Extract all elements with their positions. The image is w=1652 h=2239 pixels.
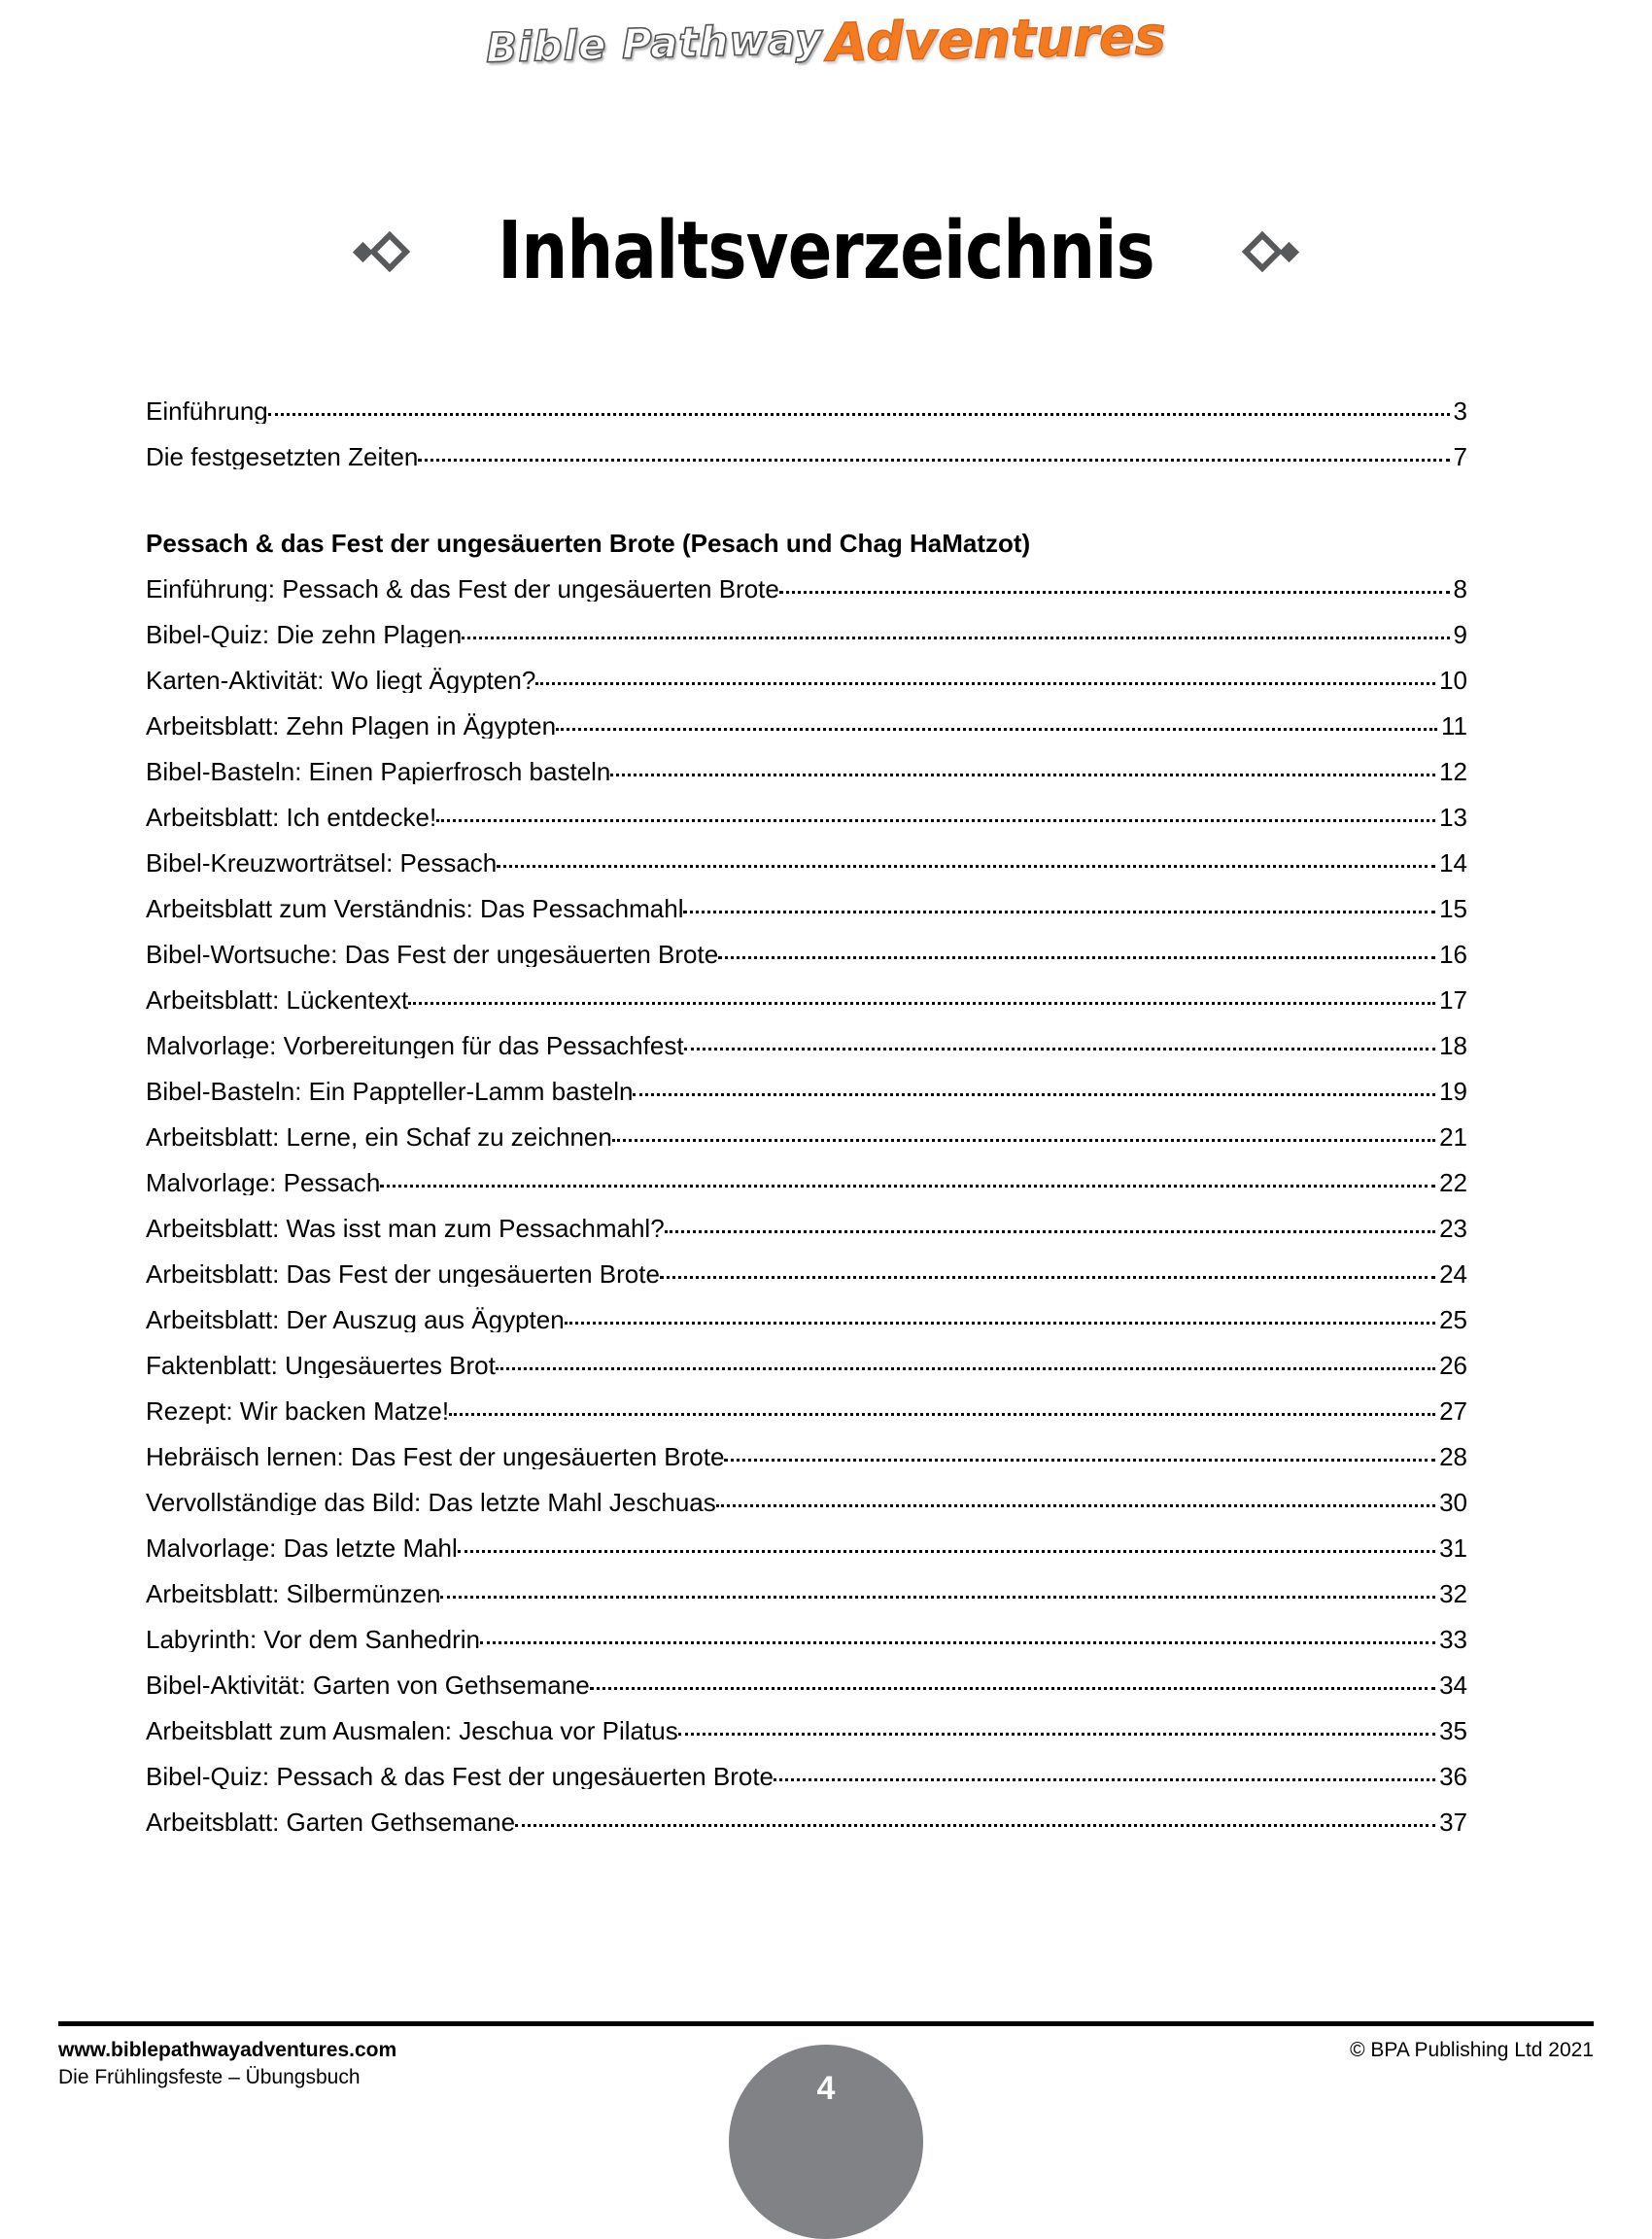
toc-leader-dots <box>724 1458 1435 1462</box>
toc-leader-dots <box>683 910 1435 913</box>
toc-entry[interactable] <box>146 1124 1467 1170</box>
toc-leader-dots <box>497 864 1435 868</box>
toc-entry-page: 11 <box>1441 711 1467 741</box>
table-of-contents <box>146 398 1467 1855</box>
toc-entry[interactable] <box>146 668 1467 713</box>
toc-entry-label: Arbeitsblatt: Silbermünzen <box>146 1581 441 1606</box>
toc-entry[interactable] <box>146 1809 1467 1855</box>
logo-line-adventures: Adventures <box>826 5 1167 74</box>
toc-leader-dots <box>480 1640 1435 1644</box>
toc-entry-page: 23 <box>1439 1214 1467 1243</box>
toc-entry-page: 7 <box>1453 442 1467 471</box>
toc-leader-dots <box>612 1138 1435 1142</box>
toc-leader-dots <box>716 1503 1435 1507</box>
toc-entry-label: Arbeitsblatt: Das Fest der ungesäuerten Brote <box>146 1261 660 1287</box>
toc-entry-page: 26 <box>1439 1351 1467 1380</box>
toc-entry-page: 3 <box>1453 396 1467 426</box>
toc-section-heading: Pessach & das Fest der ungesäuerten Brote (Pesach und Chag HaMatzot) <box>146 529 1031 558</box>
toc-entry[interactable] <box>146 1490 1467 1535</box>
toc-entry-page: 33 <box>1439 1625 1467 1654</box>
toc-entry-label: Malvorlage: Pessach <box>146 1170 381 1195</box>
toc-entry[interactable] <box>146 1627 1467 1672</box>
toc-entry-label: Arbeitsblatt: Lerne, ein Schaf zu zeichnen <box>146 1124 612 1150</box>
toc-leader-dots <box>496 1366 1435 1370</box>
diamond-small-icon <box>1279 241 1299 261</box>
toc-entry-label: Arbeitsblatt: Zehn Plagen in Ägypten <box>146 713 557 739</box>
toc-entry-page: 34 <box>1439 1671 1467 1700</box>
toc-entry-label: Die festgesetzten Zeiten <box>146 444 419 469</box>
brand-logo <box>0 5 1652 74</box>
toc-entry-label: Rezept: Wir backen Matze! <box>146 1398 450 1424</box>
toc-entry-page: 12 <box>1439 757 1467 786</box>
page-title: Inhaltsverzeichnis <box>498 205 1154 297</box>
toc-entry-page: 36 <box>1439 1762 1467 1791</box>
toc-entry[interactable] <box>146 444 1467 490</box>
logo-line-bible-pathway: Bible Pathway <box>485 15 824 72</box>
toc-entry-page: 18 <box>1439 1031 1467 1060</box>
toc-entry-label: Arbeitsblatt: Lückentext <box>146 987 409 1013</box>
toc-leader-dots <box>418 458 1449 462</box>
toc-leader-dots <box>268 412 1450 416</box>
toc-leader-dots <box>535 681 1435 685</box>
toc-leader-dots <box>684 1047 1436 1051</box>
toc-entry-label: Malvorlage: Das letzte Mahl <box>146 1535 458 1561</box>
diamond-large-icon <box>1242 231 1283 272</box>
toc-leader-dots <box>380 1184 1435 1188</box>
toc-entry[interactable] <box>146 622 1467 668</box>
toc-entry[interactable] <box>146 1033 1467 1079</box>
toc-entry[interactable] <box>146 1307 1467 1353</box>
toc-leader-dots <box>590 1686 1435 1690</box>
toc-leader-dots <box>565 1321 1435 1325</box>
toc-leader-dots <box>660 1275 1435 1279</box>
toc-leader-dots <box>515 1823 1435 1827</box>
toc-entry-label: Bibel-Quiz: Pessach & das Fest der ungesäuerten Brote <box>146 1764 774 1789</box>
footer-book-title: Die Frühlingsfeste – Übungsbuch <box>58 2065 361 2088</box>
toc-entry-label: Bibel-Basteln: Ein Pappteller-Lamm basteln <box>146 1079 634 1104</box>
toc-entry-label: Einführung: Pessach & das Fest der ungesäuerten Brote <box>146 576 779 602</box>
toc-entry[interactable] <box>146 1353 1467 1398</box>
toc-leader-dots <box>408 1001 1435 1005</box>
toc-entry[interactable] <box>146 1581 1467 1627</box>
toc-entry-label: Arbeitsblatt: Garten Gethsemane <box>146 1809 516 1835</box>
toc-leader-dots <box>462 636 1449 639</box>
toc-entry-page: 32 <box>1439 1579 1467 1608</box>
page-number: 4 <box>816 2070 836 2107</box>
toc-entry-page: 35 <box>1439 1716 1467 1745</box>
toc-entry[interactable] <box>146 805 1467 850</box>
toc-entry-page: 21 <box>1439 1122 1467 1152</box>
toc-entry[interactable] <box>146 1216 1467 1261</box>
toc-entry-label: Arbeitsblatt: Ich entdecke! <box>146 805 437 830</box>
toc-entry-page: 31 <box>1439 1533 1467 1563</box>
toc-entry-page: 28 <box>1439 1442 1467 1471</box>
toc-entry-label: Vervollständige das Bild: Das letzte Mahl Jeschuas <box>146 1490 716 1515</box>
toc-entry[interactable] <box>146 1398 1467 1444</box>
footer-right-block <box>1350 2037 1594 2064</box>
toc-entry[interactable] <box>146 1535 1467 1581</box>
toc-entry-label: Arbeitsblatt: Der Auszug aus Ägypten <box>146 1307 565 1332</box>
toc-entry-label: Labyrinth: Vor dem Sanhedrin <box>146 1627 480 1652</box>
footer-copyright: © BPA Publishing Ltd 2021 <box>1350 2039 1594 2061</box>
toc-entry-label: Karten-Aktivität: Wo liegt Ägypten? <box>146 668 536 693</box>
toc-entry-label: Bibel-Kreuzworträtsel: Pessach <box>146 850 498 876</box>
toc-entry-label: Bibel-Basteln: Einen Papierfrosch basteln <box>146 759 611 784</box>
toc-entry-label: Bibel-Quiz: Die zehn Plagen <box>146 622 463 647</box>
toc-entry-page: 15 <box>1439 894 1467 923</box>
toc-entry-page: 10 <box>1439 666 1467 695</box>
footer-divider <box>58 2021 1594 2026</box>
toc-leader-dots <box>440 1595 1435 1599</box>
toc-leader-dots <box>610 773 1435 776</box>
toc-leader-dots <box>678 1732 1435 1736</box>
toc-entry-page: 19 <box>1439 1077 1467 1106</box>
toc-entry[interactable] <box>146 759 1467 805</box>
toc-leader-dots <box>449 1412 1435 1416</box>
toc-leader-dots <box>436 818 1435 822</box>
page-title-row <box>0 205 1652 297</box>
toc-entry-page: 37 <box>1439 1808 1467 1837</box>
toc-leader-dots <box>665 1229 1435 1233</box>
footer-left-block <box>58 2037 396 2090</box>
toc-entry-label: Bibel-Wortsuche: Das Fest der ungesäuerten Brote <box>146 942 719 967</box>
toc-entry[interactable] <box>146 1170 1467 1216</box>
toc-entry-label: Einführung <box>146 398 268 424</box>
toc-leader-dots <box>556 727 1437 731</box>
footer-website[interactable]: www.biblepathwayadventures.com <box>58 2039 397 2061</box>
toc-leader-dots <box>718 955 1435 959</box>
diamond-ornament-left-icon <box>356 237 404 266</box>
toc-entry[interactable] <box>146 1079 1467 1124</box>
page-number-badge <box>729 2045 923 2239</box>
diamond-ornament-right-icon <box>1248 237 1296 266</box>
toc-entry-page: 9 <box>1453 620 1467 649</box>
toc-entry[interactable] <box>146 576 1467 622</box>
toc-entry-label: Arbeitsblatt zum Verständnis: Das Pessachmahl <box>146 896 684 921</box>
toc-entry[interactable] <box>146 896 1467 942</box>
toc-entry-page: 17 <box>1439 985 1467 1015</box>
toc-entry-label: Bibel-Aktivität: Garten von Gethsemane <box>146 1672 590 1698</box>
toc-entry[interactable] <box>146 987 1467 1033</box>
toc-entry-page: 25 <box>1439 1305 1467 1334</box>
toc-entry-label: Hebräisch lernen: Das Fest der ungesäuerten Brote <box>146 1444 725 1469</box>
toc-entry-page: 24 <box>1439 1259 1467 1289</box>
toc-leader-dots <box>779 590 1450 594</box>
toc-entry-page: 30 <box>1439 1488 1467 1517</box>
toc-entry[interactable] <box>146 713 1467 759</box>
toc-entry-label: Faktenblatt: Ungesäuertes Brot <box>146 1353 496 1378</box>
toc-entry[interactable] <box>146 1764 1467 1809</box>
toc-entry-label: Arbeitsblatt: Was isst man zum Pessachmahl? <box>146 1216 665 1241</box>
toc-leader-dots <box>633 1092 1435 1096</box>
toc-entry-page: 16 <box>1439 940 1467 969</box>
toc-entry[interactable] <box>146 942 1467 987</box>
toc-entry-page: 8 <box>1453 574 1467 603</box>
toc-entry-page: 22 <box>1439 1168 1467 1197</box>
diamond-large-icon <box>369 231 410 272</box>
toc-entry-page: 27 <box>1439 1396 1467 1426</box>
toc-entry-page: 13 <box>1439 803 1467 832</box>
toc-entry[interactable] <box>146 1261 1467 1307</box>
toc-leader-dots <box>774 1777 1435 1781</box>
toc-entry[interactable] <box>146 398 1467 444</box>
toc-entry-page: 14 <box>1439 848 1467 878</box>
toc-leader-dots <box>458 1549 1435 1553</box>
toc-entry[interactable] <box>146 850 1467 896</box>
toc-entry-label: Arbeitsblatt zum Ausmalen: Jeschua vor Pilatus <box>146 1718 678 1743</box>
toc-entry[interactable] <box>146 1672 1467 1718</box>
toc-entry[interactable] <box>146 1718 1467 1764</box>
toc-entry-label: Malvorlage: Vorbereitungen für das Pessachfest <box>146 1033 684 1058</box>
toc-entry[interactable] <box>146 1444 1467 1490</box>
